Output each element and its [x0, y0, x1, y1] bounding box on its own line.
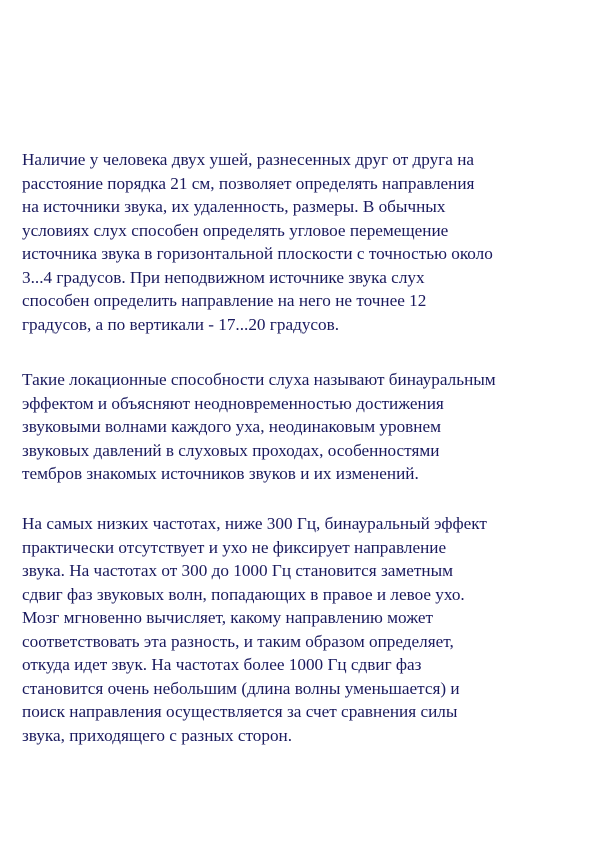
text-line: на источники звука, их удаленность, размеры. В обычных — [22, 197, 446, 216]
text-line: тембров знакомых источников звуков и их изменений. — [22, 464, 419, 483]
text-line: звука. На частотах от 300 до 1000 Гц становится заметным — [22, 561, 454, 580]
text-line: звуковыми волнами каждого уха, неодинаковым уровнем — [22, 417, 441, 436]
paragraph-binaural-effect — [22, 368, 582, 486]
paragraph-binaural-intro — [22, 148, 582, 336]
text-line: поиск направления осуществляется за счет сравнения силы — [22, 702, 458, 721]
paragraph-frequency-dependence — [22, 512, 582, 747]
text-line: Мозг мгновенно вычисляет, какому направлению может — [22, 608, 433, 627]
text-line: расстояние порядка 21 см, позволяет определять направления — [22, 173, 475, 193]
text-line: эффектом и объясняют неодновременностью достижения — [22, 393, 444, 413]
text-line: соответствовать эта разность, и таким образом определяет, — [22, 631, 454, 651]
text-line: источника звука в горизонтальной плоскости с точностью около — [22, 244, 493, 263]
text-line: звука, приходящего с разных сторон. — [22, 725, 293, 745]
text-line: сдвиг фаз звуковых волн, попадающих в правое и левое ухо. — [22, 584, 465, 604]
text-line: звуковых давлений в слуховых проходах, особенностями — [22, 440, 440, 460]
text-line: Такие локационные способности слуха называют бинауральным — [22, 370, 496, 389]
text-line: откуда идет звук. На частотах более 1000 Гц сдвиг фаз — [22, 655, 422, 674]
text-line: градусов, а по вертикали - 17...20 градусов. — [22, 314, 340, 334]
text-line: 3...4 градусов. При неподвижном источнике звука слух — [22, 267, 425, 287]
text-line: Наличие у человека двух ушей, разнесенных друг от друга на — [22, 150, 475, 169]
text-line: практически отсутствует и ухо не фиксирует направление — [22, 537, 447, 557]
text-line: становится очень небольшим (длина волны уменьшается) и — [22, 678, 460, 698]
text-line: условиях слух способен определять угловое перемещение — [22, 220, 449, 240]
text-line: На самых низких частотах, ниже 300 Гц, бинауральный эффект — [22, 514, 487, 533]
text-line: способен определить направление на него не точнее 12 — [22, 291, 427, 310]
